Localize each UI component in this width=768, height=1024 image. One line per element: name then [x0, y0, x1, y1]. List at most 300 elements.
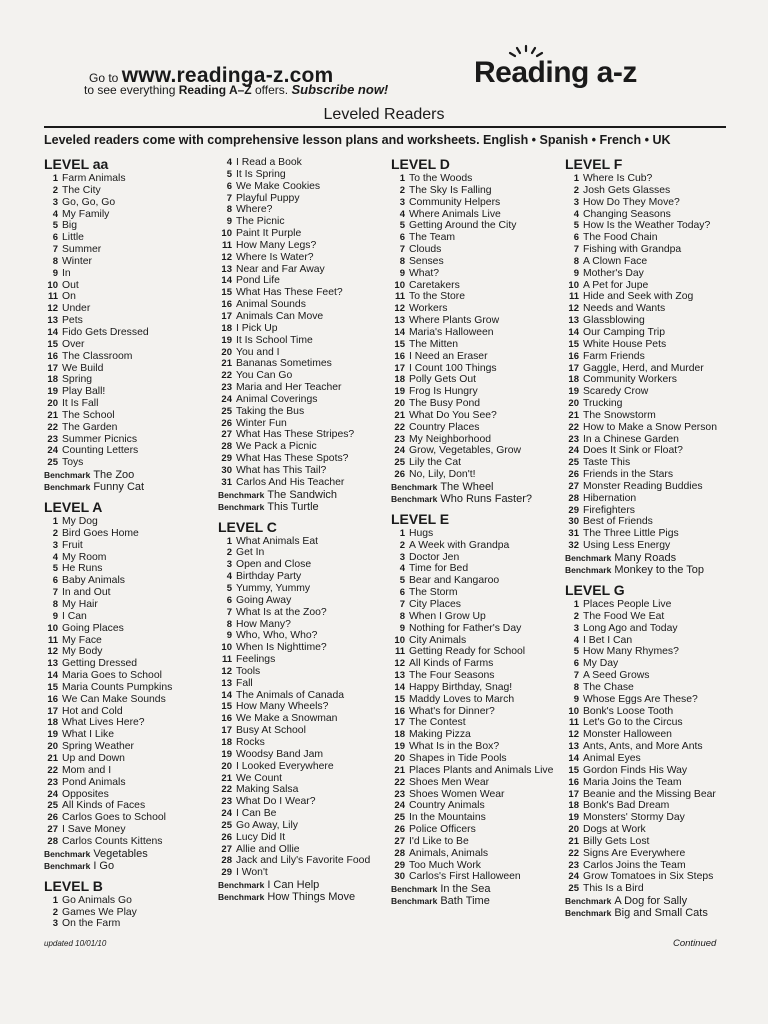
- book-title: Police Officers: [409, 824, 476, 836]
- book-title: Animal Coverings: [236, 393, 318, 405]
- book-item: [44, 765, 219, 777]
- book-item: [565, 280, 740, 292]
- book-item: [44, 611, 219, 623]
- book-title: Taking the Bus: [236, 405, 305, 417]
- book-item: [391, 860, 566, 872]
- book-item: [391, 646, 566, 658]
- book-number: 10: [568, 279, 579, 291]
- book-list: [565, 599, 740, 895]
- book-title: The Food Chain: [583, 232, 658, 244]
- book-title: Maddy Loves to March: [409, 693, 515, 705]
- book-title: The Three Little Pigs: [583, 528, 679, 540]
- book-item: [391, 599, 566, 611]
- book-number: 24: [221, 808, 232, 820]
- book-number: 2: [573, 184, 579, 196]
- benchmark-item: [391, 895, 566, 907]
- book-title: Friends in the Stars: [583, 469, 674, 481]
- book-title: Maria Goes to School: [62, 670, 162, 682]
- book-number: 23: [221, 796, 232, 808]
- book-number: 16: [394, 705, 405, 717]
- page-title: Leveled Readers: [323, 106, 445, 123]
- book-title: The Animals of Canada: [236, 689, 345, 701]
- book-title: No, Lily, Don't!: [409, 469, 476, 481]
- book-title: Glassblowing: [583, 315, 645, 327]
- book-number: 3: [52, 918, 58, 930]
- book-title: Where?: [236, 204, 273, 216]
- book-number: 15: [394, 338, 405, 350]
- book-title: We Pack a Picnic: [236, 441, 317, 453]
- book-number: 17: [568, 788, 579, 800]
- book-number: 4: [573, 208, 579, 220]
- book-number: 3: [573, 622, 579, 634]
- benchmark-title: Funny Cat: [93, 481, 145, 494]
- book-item: [218, 559, 393, 571]
- benchmark-title: The Zoo: [93, 469, 135, 482]
- book-number: 18: [394, 374, 405, 386]
- book-list: [391, 173, 566, 481]
- book-number: 18: [47, 374, 58, 386]
- book-number: 4: [226, 571, 232, 583]
- benchmark-label: Benchmark: [565, 908, 612, 919]
- book-list: [218, 157, 393, 489]
- book-number: 21: [394, 764, 405, 776]
- book-number: 22: [221, 784, 232, 796]
- book-number: 16: [221, 299, 232, 311]
- book-title: Needs and Wants: [583, 303, 666, 315]
- book-number: 18: [221, 736, 232, 748]
- book-item: [44, 516, 219, 528]
- book-title: Feelings: [236, 654, 276, 666]
- benchmark-item: [218, 501, 393, 513]
- book-number: 5: [573, 220, 579, 232]
- book-title: How Many?: [236, 618, 291, 630]
- level-heading: LEVEL aa: [44, 156, 109, 172]
- book-title: Dogs at Work: [583, 824, 646, 836]
- book-item: [44, 173, 219, 185]
- book-title: The Four Seasons: [409, 670, 495, 682]
- book-number: 10: [221, 642, 232, 654]
- book-title: A Clown Face: [583, 255, 648, 267]
- level-heading: LEVEL B: [44, 877, 103, 894]
- book-item: [44, 623, 219, 635]
- book-item: [391, 753, 566, 765]
- book-number: 10: [394, 634, 405, 646]
- book-number: 19: [394, 741, 405, 753]
- book-number: 7: [226, 192, 232, 204]
- book-title: Bonk's Bad Dream: [583, 800, 670, 812]
- benchmark-label: Benchmark: [218, 489, 265, 500]
- level-heading: LEVEL C: [218, 518, 277, 535]
- book-number: 1: [52, 894, 58, 906]
- book-number: 13: [394, 670, 405, 682]
- book-list: [391, 528, 566, 883]
- book-list: [44, 173, 219, 469]
- book-item: [44, 836, 219, 848]
- benchmark-title: Who Runs Faster?: [440, 492, 533, 505]
- book-title: I Count 100 Things: [409, 362, 497, 374]
- book-title: Carlos's First Halloween: [409, 871, 521, 883]
- book-number: 22: [394, 421, 405, 433]
- book-title: Billy Gets Lost: [583, 835, 650, 847]
- book-item: [565, 327, 740, 339]
- book-number: 25: [568, 883, 579, 895]
- book-item: [218, 808, 393, 820]
- column-2: [218, 157, 393, 903]
- book-item: [44, 280, 219, 292]
- book-item: [218, 228, 393, 240]
- book-title: I Need an Eraser: [409, 350, 488, 362]
- book-number: 8: [399, 255, 405, 267]
- book-title: Animal Eyes: [583, 752, 641, 764]
- book-number: 23: [394, 433, 405, 445]
- book-title: It Is School Time: [236, 334, 313, 346]
- book-title: What Animals Eat: [236, 535, 319, 547]
- book-item: [218, 761, 393, 773]
- book-number: 3: [226, 559, 232, 571]
- book-title: Paint It Purple: [236, 228, 302, 240]
- book-title: Maria Counts Pumpkins: [62, 681, 173, 693]
- book-item: [391, 398, 566, 410]
- book-item: [44, 812, 219, 824]
- subscribe-cta: Subscribe now!: [291, 82, 389, 97]
- book-item: [391, 789, 566, 801]
- book-title: Polly Gets Out: [409, 374, 476, 386]
- book-title: What Is at the Zoo?: [236, 606, 327, 618]
- book-item: [391, 777, 566, 789]
- book-number: 15: [47, 681, 58, 693]
- book-title: Fall: [236, 677, 253, 689]
- book-number: 1: [399, 527, 405, 539]
- book-title: Beanie and the Missing Bear: [583, 788, 716, 800]
- book-item: [44, 363, 219, 375]
- book-item: [44, 185, 219, 197]
- benchmark-item: [565, 907, 740, 919]
- book-title: Winter: [62, 255, 93, 267]
- book-item: [44, 552, 219, 564]
- book-item: [391, 220, 566, 232]
- book-number: 24: [394, 800, 405, 812]
- book-title: Does It Sink or Float?: [583, 445, 683, 457]
- book-number: 14: [568, 326, 579, 338]
- book-title: Signs Are Everywhere: [583, 847, 686, 859]
- book-item: [218, 583, 393, 595]
- book-number: 27: [221, 843, 232, 855]
- book-number: 23: [568, 433, 579, 445]
- book-number: 17: [221, 725, 232, 737]
- book-item: [565, 256, 740, 268]
- book-item: [565, 315, 740, 327]
- book-number: 18: [47, 717, 58, 729]
- book-item: [391, 848, 566, 860]
- book-item: [218, 240, 393, 252]
- book-title: Country Places: [409, 421, 480, 433]
- book-title: Grow Tomatoes in Six Steps: [583, 871, 714, 883]
- book-item: [565, 422, 740, 434]
- book-number: 9: [226, 630, 232, 642]
- book-number: 10: [394, 279, 405, 291]
- book-item: [391, 410, 566, 422]
- sub-mid: offers.: [254, 83, 289, 97]
- book-title: Yummy, Yummy: [236, 583, 311, 594]
- book-number: 5: [399, 575, 405, 587]
- book-item: [391, 197, 566, 209]
- level-heading: LEVEL D: [391, 156, 450, 172]
- book-item: [565, 789, 743, 801]
- book-item: [44, 670, 219, 682]
- book-number: 19: [221, 748, 232, 760]
- book-item: [218, 287, 393, 299]
- book-title: Pets: [62, 315, 83, 327]
- book-title: How Is the Weather Today?: [583, 220, 711, 232]
- book-item: [44, 209, 219, 221]
- book-number: 6: [226, 594, 232, 606]
- book-item: [391, 563, 566, 575]
- book-item: [391, 635, 566, 647]
- book-title: Who, Who, Who?: [236, 630, 318, 642]
- book-number: 16: [394, 350, 405, 362]
- book-title: Monsters' Stormy Day: [583, 812, 685, 824]
- book-item: [44, 635, 219, 647]
- book-number: 27: [568, 480, 579, 492]
- book-item: [44, 729, 219, 741]
- book-title: Where Plants Grow: [409, 315, 500, 327]
- book-title: Bird Goes Home: [62, 527, 139, 539]
- book-number: 4: [226, 157, 232, 168]
- book-number: 16: [568, 350, 579, 362]
- book-title: Summer: [62, 244, 102, 256]
- book-title: I Won't: [236, 867, 268, 879]
- benchmark-title: The Wheel: [440, 480, 494, 493]
- book-item: [565, 363, 740, 375]
- book-item: [44, 268, 219, 280]
- book-number: 17: [394, 717, 405, 729]
- book-item: [218, 429, 393, 441]
- book-number: 15: [47, 338, 58, 350]
- book-title: My Family: [62, 208, 110, 220]
- book-item: [391, 457, 566, 469]
- book-title: Bear and Kangaroo: [409, 575, 500, 587]
- book-item: [218, 193, 393, 205]
- book-item: [44, 824, 219, 836]
- book-item: [218, 867, 393, 879]
- book-item: [44, 434, 219, 446]
- updated-date: updated 10/01/10: [44, 939, 107, 948]
- book-title: How Many Wheels?: [236, 701, 329, 713]
- book-title: My Face: [62, 634, 102, 646]
- book-item: [44, 575, 219, 587]
- book-item: [218, 749, 393, 761]
- book-number: 9: [52, 267, 58, 279]
- book-item: [391, 800, 566, 812]
- book-item: [44, 422, 219, 434]
- benchmark-label: Benchmark: [44, 482, 91, 493]
- benchmark-title: Vegetables: [93, 847, 148, 860]
- book-item: [565, 339, 740, 351]
- book-item: [565, 670, 740, 682]
- book-item: [218, 275, 393, 287]
- book-number: 27: [221, 429, 232, 441]
- book-title: The Chase: [583, 681, 634, 693]
- book-item: [218, 607, 393, 619]
- book-number: 6: [226, 180, 232, 192]
- benchmark-label: Benchmark: [218, 501, 265, 512]
- book-title: We Can Make Sounds: [62, 693, 166, 705]
- sub-brand: Reading A–Z: [178, 83, 252, 97]
- book-number: 1: [573, 599, 579, 610]
- book-item: [565, 623, 740, 635]
- benchmark-item: [565, 564, 740, 576]
- book-title: Country Animals: [409, 800, 485, 812]
- book-number: 14: [221, 275, 232, 287]
- book-number: 29: [568, 504, 579, 516]
- book-number: 11: [47, 634, 58, 646]
- book-number: 4: [399, 563, 405, 575]
- book-item: [565, 197, 740, 209]
- book-item: [565, 457, 740, 469]
- book-title: I Can: [62, 610, 87, 622]
- book-number: 3: [52, 539, 58, 551]
- book-number: 18: [394, 729, 405, 741]
- book-title: Opposites: [62, 788, 109, 800]
- book-item: [218, 796, 393, 808]
- book-title: My Body: [62, 646, 103, 658]
- book-item: [565, 635, 740, 647]
- book-title: Too Much Work: [409, 859, 481, 871]
- book-number: 21: [394, 409, 405, 421]
- book-number: 15: [568, 338, 579, 350]
- book-number: 3: [573, 196, 579, 208]
- book-item: [565, 836, 740, 848]
- book-title: How Many Rhymes?: [583, 646, 679, 658]
- book-item: [565, 646, 740, 658]
- book-item: [218, 441, 393, 453]
- book-title: The Picnic: [236, 216, 285, 228]
- book-title: Hibernation: [583, 492, 637, 504]
- book-item: [565, 386, 740, 398]
- book-number: 8: [573, 681, 579, 693]
- book-item: [565, 540, 740, 552]
- book-item: [44, 232, 219, 244]
- book-number: 32: [568, 540, 579, 552]
- book-title: Fishing with Grandpa: [583, 244, 682, 256]
- book-number: 10: [47, 622, 58, 634]
- book-item: [391, 575, 566, 587]
- book-item: [218, 477, 393, 489]
- book-title: Near and Far Away: [236, 263, 325, 275]
- book-title: The Busy Pond: [409, 398, 481, 410]
- book-number: 13: [568, 315, 579, 327]
- book-item: [44, 528, 219, 540]
- book-item: [218, 418, 393, 430]
- benchmark-label: Benchmark: [565, 565, 612, 575]
- book-number: 28: [221, 441, 232, 453]
- book-item: [218, 619, 393, 631]
- book-number: 7: [52, 587, 58, 599]
- book-item: [391, 303, 566, 315]
- book-title: It Is Fall: [62, 398, 99, 410]
- book-number: 9: [399, 267, 405, 279]
- book-number: 8: [573, 255, 579, 267]
- book-title: What I Like: [62, 729, 114, 741]
- book-title: We Build: [62, 362, 104, 374]
- book-number: 16: [47, 350, 58, 362]
- book-item: [44, 220, 219, 232]
- book-item: [44, 457, 219, 469]
- page-header: [0, 0, 768, 147]
- book-number: 3: [399, 196, 405, 208]
- book-item: [565, 505, 740, 517]
- book-item: [44, 374, 219, 386]
- book-number: 24: [568, 445, 579, 457]
- book-number: 13: [221, 263, 232, 275]
- book-item: [218, 204, 393, 216]
- book-title: Hugs: [409, 527, 434, 539]
- book-item: [218, 299, 393, 311]
- book-title: Firefighters: [583, 504, 635, 516]
- book-item: [44, 303, 219, 315]
- book-number: 8: [399, 610, 405, 622]
- book-number: 16: [221, 713, 232, 725]
- book-number: 9: [226, 216, 232, 228]
- book-item: [218, 690, 393, 702]
- book-number: 18: [568, 800, 579, 812]
- book-item: [391, 434, 566, 446]
- book-title: You Can Go: [236, 370, 293, 382]
- book-number: 17: [221, 310, 232, 322]
- book-title: My Dog: [62, 516, 98, 528]
- book-item: [391, 694, 566, 706]
- book-number: 19: [568, 386, 579, 398]
- benchmark-title: I Go: [93, 859, 115, 872]
- book-title: Going Away: [236, 594, 292, 606]
- website-url[interactable]: www.readinga-z.com: [121, 64, 334, 87]
- benchmark-title: I Can Help: [267, 879, 320, 892]
- book-item: [565, 871, 740, 883]
- book-number: 28: [47, 835, 58, 847]
- book-title: Our Camping Trip: [583, 326, 665, 338]
- book-item: [391, 729, 566, 741]
- book-title: Out: [62, 279, 79, 291]
- book-title: Farm Friends: [583, 350, 645, 362]
- book-title: Get In: [236, 547, 265, 559]
- book-title: The Garden: [62, 421, 118, 433]
- book-item: [218, 784, 393, 796]
- book-item: [391, 469, 566, 481]
- book-item: [44, 694, 219, 706]
- book-number: 15: [568, 764, 579, 776]
- book-title: Happy Birthday, Snag!: [409, 681, 513, 693]
- book-item: [391, 315, 566, 327]
- book-title: A Week with Grandpa: [409, 539, 510, 551]
- benchmark-item: [218, 879, 393, 891]
- book-title: Making Salsa: [236, 784, 299, 796]
- book-number: 25: [221, 405, 232, 417]
- book-title: Taste This: [583, 457, 631, 469]
- reading-az-logo: [474, 44, 644, 104]
- book-item: [44, 410, 219, 422]
- benchmark-label: Benchmark: [44, 848, 91, 859]
- book-number: 14: [47, 326, 58, 338]
- book-title: We Make a Snowman: [236, 713, 338, 725]
- book-item: [391, 268, 566, 280]
- logo-text: Reading a-z: [474, 56, 637, 89]
- book-item: [565, 185, 740, 197]
- book-item: [565, 528, 740, 540]
- book-item: [44, 646, 219, 658]
- book-item: [218, 678, 393, 690]
- benchmark-title: A Dog for Sally: [614, 895, 688, 908]
- book-item: [391, 706, 566, 718]
